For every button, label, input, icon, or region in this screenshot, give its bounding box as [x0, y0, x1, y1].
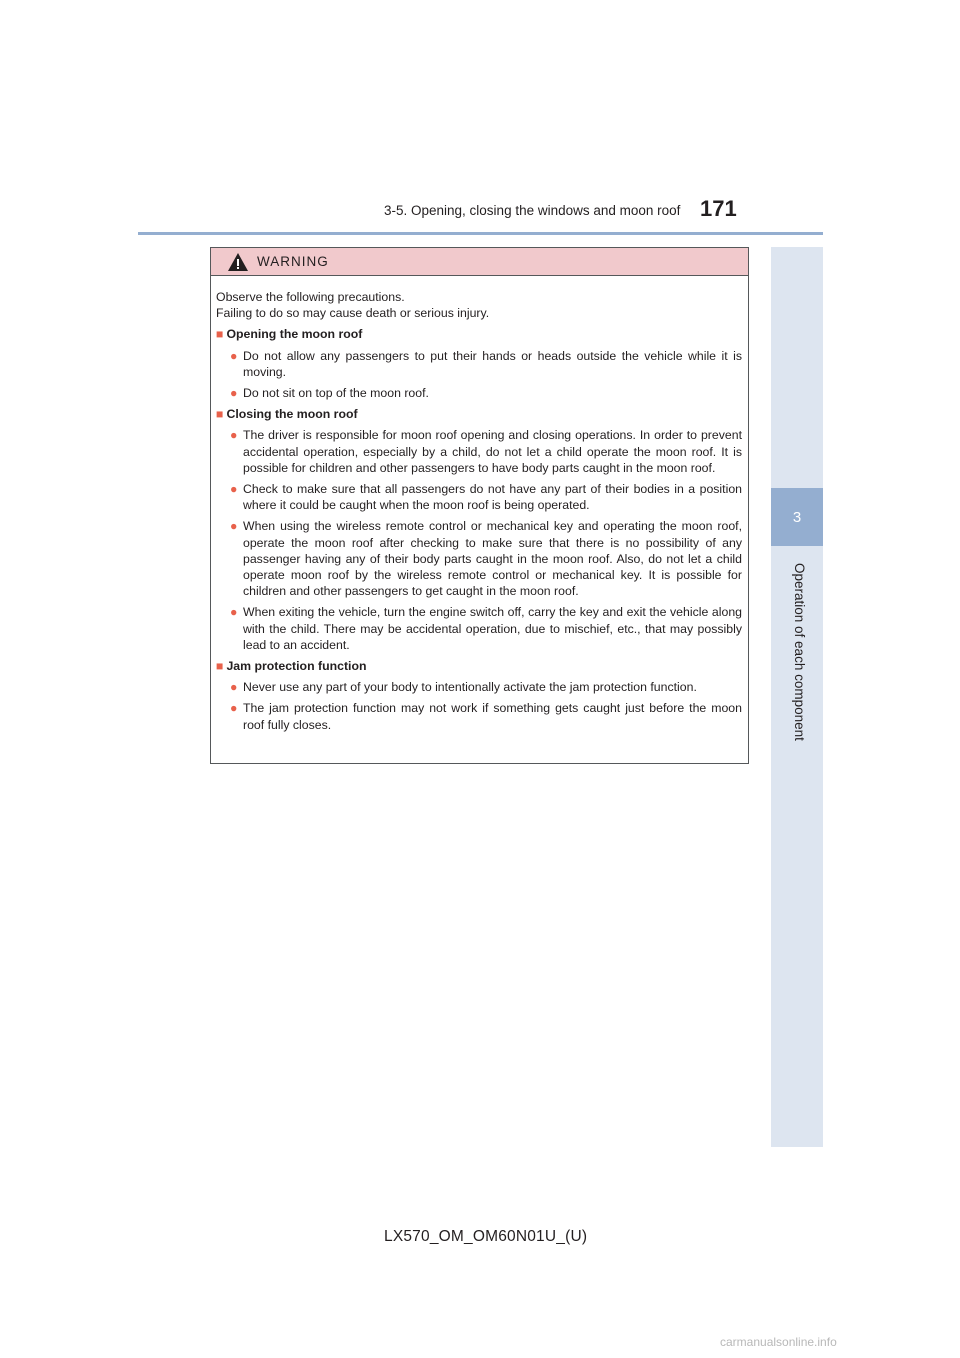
warning-box: [210, 247, 749, 764]
section-heading: [216, 326, 742, 342]
list-item-text: The jam protection function may not work if something gets caught just before the moon roof fully closes.: [243, 701, 742, 732]
section-title: 3-5. Opening, closing the windows and moon roof: [384, 203, 681, 218]
square-bullet-icon: ■: [216, 407, 224, 422]
section-heading: [216, 658, 742, 674]
list-item-text: The driver is responsible for moon roof opening and closing operations. In order to prevent accidental operation, especially by a child, do not let a child operate the moon roof. It is possible for children and other passengers to have body parts caught in the moon roof.: [243, 428, 742, 475]
chapter-number: 3: [792, 508, 802, 526]
list-item-text: Do not allow any passengers to put their hands or heads outside the vehicle while it is moving.: [243, 348, 742, 379]
section-jam-protection: [216, 658, 742, 733]
chapter-title: Operation of each component: [792, 563, 807, 741]
list-item-text: Check to make sure that all passengers do not have any part of their bodies in a position where it could be caught when the moon roof is being operated.: [243, 482, 742, 513]
watermark[interactable]: carmanualsonline.info: [720, 1335, 837, 1349]
warning-triangle-icon: [227, 252, 249, 272]
list-item: [216, 427, 742, 476]
intro-line: Observe the following precautions.: [216, 290, 405, 304]
document-code: LX570_OM_OM60N01U_(U): [384, 1228, 588, 1245]
bullet-icon: ●: [230, 701, 238, 716]
section-opening-moon-roof: [216, 326, 742, 401]
bullet-icon: ●: [230, 348, 238, 363]
bullet-icon: ●: [230, 519, 238, 534]
list-item: [216, 481, 742, 513]
list-item: [216, 385, 742, 401]
chapter-tab: [771, 488, 823, 546]
page-number: 171: [700, 196, 737, 221]
warning-body: [211, 276, 748, 733]
list-item: [216, 679, 742, 695]
list-item-text: When exiting the vehicle, turn the engine switch off, carry the key and exit the vehicle along with the child. There may be accidental operation, due to mischief, etc., that may possibly lead to an accident.: [243, 605, 742, 652]
section-heading-text: Jam protection function: [226, 659, 367, 674]
intro-line: Failing to do so may cause death or serious injury.: [216, 306, 490, 321]
bullet-icon: ●: [230, 605, 238, 620]
square-bullet-icon: ■: [216, 659, 224, 674]
section-heading-text: Opening the moon roof: [226, 327, 363, 342]
header-rule: [138, 232, 823, 235]
list-item-text: Do not sit on top of the moon roof.: [243, 386, 429, 401]
list-item: [216, 518, 742, 599]
list-item: [216, 604, 742, 653]
list-item: [216, 700, 742, 732]
bullet-icon: ●: [230, 386, 238, 401]
list-item-text: When using the wireless remote control or mechanical key and operating the moon roof, operate the moon roof after checking to make sure that there is no possibility of any passenger having any of their body parts caught in the moon roof. Also, do not let a child operate moon roof by the wireless remote control or mechanical key. It is possible for children and other passengers to get caught in the moon roof.: [243, 519, 742, 599]
bullet-icon: ●: [230, 680, 238, 695]
list-item-text: Never use any part of your body to intentionally activate the jam protection function.: [243, 680, 697, 695]
list-item: [216, 348, 742, 380]
bullet-icon: ●: [230, 428, 238, 443]
warning-header: [211, 248, 748, 276]
square-bullet-icon: ■: [216, 327, 224, 342]
bullet-icon: ●: [230, 482, 238, 497]
section-heading: [216, 406, 742, 422]
section-heading-text: Closing the moon roof: [226, 407, 358, 422]
section-closing-moon-roof: [216, 406, 742, 653]
warning-label: WARNING: [257, 254, 329, 269]
